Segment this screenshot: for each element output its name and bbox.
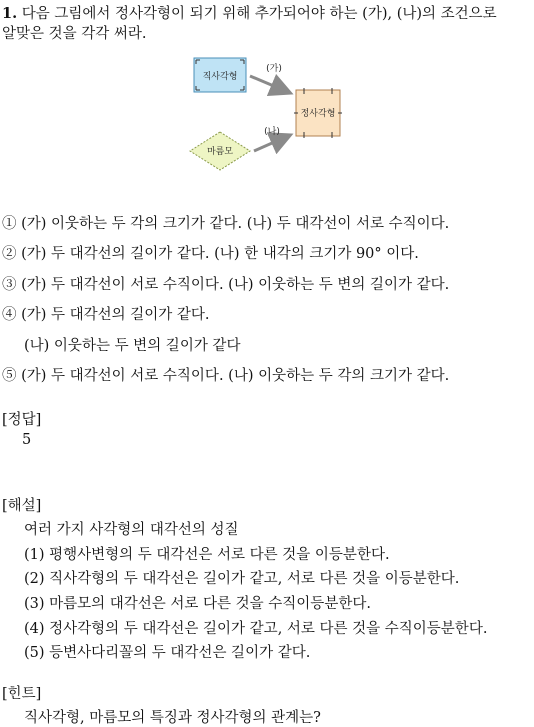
- arrow-top: [250, 62, 288, 92]
- option-4-continued: (나) 이웃하는 두 변의 길이가 같다: [24, 338, 241, 354]
- explanation-item-2: (2) 직사각형의 두 대각선은 길이가 같고, 서로 다른 것을 이등분한다.: [24, 571, 460, 587]
- rhombus-label: 마름모: [206, 147, 234, 157]
- rectangle-node: [194, 58, 246, 92]
- square-node: [294, 88, 342, 138]
- option-4: ④ (가) 두 대각선의 길이가 같다.: [2, 307, 210, 323]
- option-3: ③ (가) 두 대각선이 서로 수직이다. (나) 이웃하는 두 변의 길이가 같다.: [2, 277, 450, 293]
- hint-label: [힌트]: [2, 686, 42, 702]
- hint-text: 직사각형, 마름모의 특징과 정사각형의 관계는?: [24, 710, 321, 726]
- option-5: ⑤ (가) 두 대각선이 서로 수직이다. (나) 이웃하는 두 각의 크기가 같다.: [2, 368, 450, 384]
- explanation-item-1: (1) 평행사변형의 두 대각선은 서로 다른 것을 이등분한다.: [24, 547, 390, 563]
- option-2: ② (가) 두 대각선의 길이가 같다. (나) 한 내각의 크기가 90° 이다.: [2, 246, 419, 262]
- rectangle-label: 직사각형: [202, 72, 238, 82]
- arrow-bottom: [254, 125, 288, 151]
- question-line-1: [2, 4, 497, 24]
- arrow-top-label: (가): [266, 64, 282, 74]
- question-number: 1.: [2, 5, 18, 22]
- explanation-item-5: (5) 등변사다리꼴의 두 대각선은 길이가 같다.: [24, 645, 311, 661]
- answer-value: 5: [22, 432, 32, 448]
- option-1: ① (가) 이웃하는 두 각의 크기가 같다. (나) 두 대각선이 서로 수직이다.: [2, 216, 450, 232]
- square-label: 정사각형: [300, 109, 336, 119]
- explanation-intro: 여러 가지 사각형의 대각선의 성질: [24, 522, 239, 538]
- quadrilateral-diagram: [188, 54, 348, 174]
- question-text-2: 알맞은 것을 각각 써라.: [2, 26, 147, 42]
- question-text-1: 다음 그림에서 정사각형이 되기 위해 추가되어야 하는 (가), (나)의 조건으로: [21, 6, 497, 22]
- diagram-svg: [188, 54, 348, 174]
- arrow-bottom-label: (나): [264, 127, 280, 137]
- rhombus-node: [190, 132, 250, 170]
- answer-label: [정답]: [2, 412, 42, 428]
- explanation-item-4: (4) 정사각형의 두 대각선은 길이가 같고, 서로 다른 것을 수직이등분한다.: [24, 621, 488, 637]
- explanation-label: [해설]: [2, 498, 42, 514]
- explanation-item-3: (3) 마름모의 대각선은 서로 다른 것을 수직이등분한다.: [24, 596, 371, 612]
